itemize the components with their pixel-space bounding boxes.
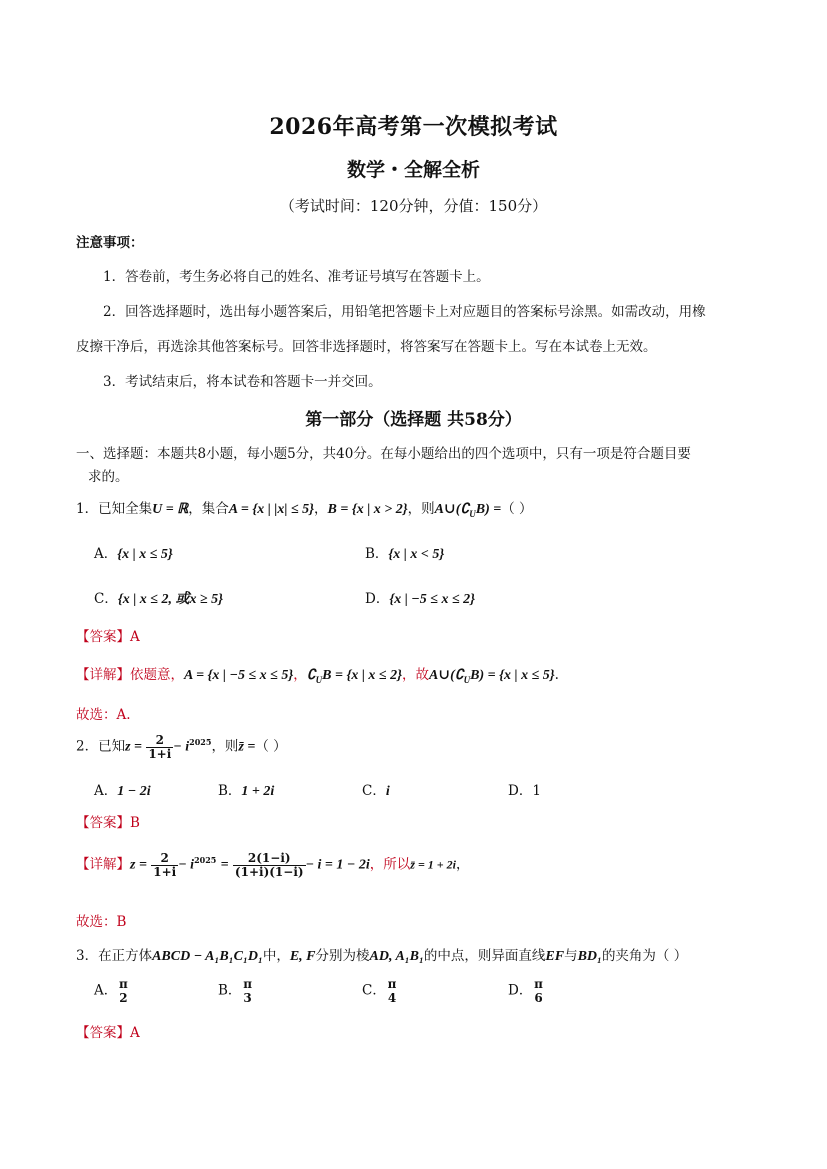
q1-math-set-a: A = {x | |x| ≤ 5} [228,502,315,517]
question-3: 3．在正方体ABCD − A₁B₁C₁D₁中，E, F分别为棱AD, A₁B₁的中点，则异面直线EF与BD₁的夹角为（ ） [76,948,688,964]
question-1 [76,497,533,519]
note-item-2-line1: 2．回答选择题时，选出每小题答案后，用铅笔把答题卡上对应题目的答案标号涂黑。如需改动，用橡 [103,304,706,320]
note-item-2-line2: 皮擦干净后，再选涂其他答案标号。回答非选择题时，将答案写在答题卡上。写在本试卷上无效。 [76,339,657,355]
q1-choose: 故选：A. [76,707,131,723]
q2-option-a[interactable]: A．1 − 2i [94,783,151,799]
q1-option-c[interactable]: C．{x | x ≤ 2, 或x ≥ 5} [94,591,224,607]
q2-choose: 故选：B [76,914,127,930]
q1-option-b[interactable]: B．{x | x < 5} [365,546,445,562]
note-item-1: 1．答卷前，考生务必将自己的姓名、准考证号填写在答题卡上。 [103,269,490,285]
q1-text: ， [314,501,328,517]
exam-info: （考试时间：120分钟，分值：150分） [279,197,548,215]
q1-detail: 【详解】依题意，A = {x | −5 ≤ x ≤ 5}，$∁_UB = \{x$ | x ≤ 2}，故$A\cup(∁_UB) = \{x$ | x ≤ 5}. [76,667,559,685]
q3-number: 3． [76,948,99,964]
q3-option-d[interactable]: D． π 6 [508,977,543,1005]
q2-fraction: $\frac{2}{1+i}$ [148,733,172,761]
page-subtitle: 数学・全解全析 [346,159,480,181]
q2-detail: 【详解】z = $\frac{2}{1+i}$ − $i^{2025}$ = $\frac{2(1-i)}{(1+i)(1-i)}$ − i = 1 − 2i，所以z̄ = 1 + 2i， [76,851,470,879]
q1-answer: 【答案】A [76,629,140,645]
q1-number: 1． [76,501,99,517]
q2-option-c[interactable]: C．i [362,783,390,799]
q1-math-expr: $A\cup(∁_UB)$ = [434,502,502,519]
q1-blank: （ ） [501,501,533,517]
q1-text: 已知全集 [98,501,153,517]
q3-option-a[interactable]: A． π 2 [94,977,128,1005]
q3-option-c[interactable]: C． π 4 [362,977,397,1005]
q1-option-d[interactable]: D．{x | −5 ≤ x ≤ 2} [365,591,476,607]
q3-option-b[interactable]: B． π 3 [218,977,252,1005]
q2-answer: 【答案】B [76,815,140,831]
q2-number: 2． [76,738,99,755]
question-2: 2．已知z = $\frac{2}{1+i}$ − $i^{2025}$，则z̄ =（ ） [76,733,287,761]
section-instructions-line1: 一、选择题：本题共8小题，每小题5分，共40分。在每小题给出的四个选项中，只有一项是符合题目要 [76,446,691,462]
q3-answer: 【答案】A [76,1025,140,1041]
q1-text: ，则 [407,501,435,517]
notes-heading: 注意事项： [76,235,144,251]
q2-option-d[interactable]: D．1 [508,783,541,799]
q1-math-set-b: B = {x | x > 2} [327,502,408,517]
q2-text: 已知 [98,738,126,755]
q1-text: ，集合 [188,501,229,517]
note-item-3: 3．考试结束后，将本试卷和答题卡一并交回。 [103,374,382,390]
q1-math-universe: U = ℝ [152,502,189,517]
q2-option-b[interactable]: B．1 + 2i [218,783,275,799]
section-instructions-line2: 求的。 [88,469,129,485]
page-title: 2026年高考第一次模拟考试 [269,114,558,140]
q1-option-a[interactable]: A．{x | x ≤ 5} [94,546,173,562]
section-title: 第一部分（选择题 共58分） [305,410,522,430]
